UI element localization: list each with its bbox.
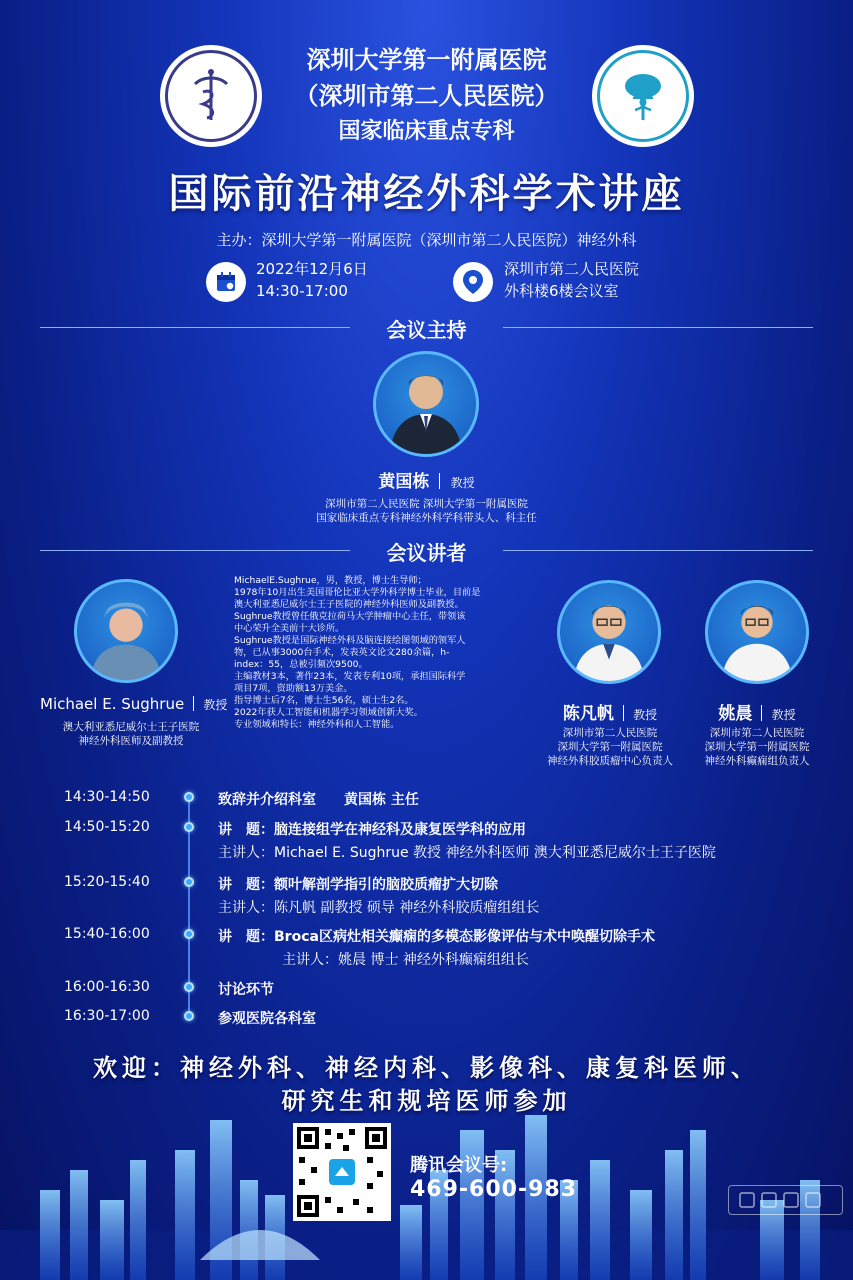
timeline-dot [184, 929, 194, 939]
bio-line: 1978年10月出生美国哥伦比亚大学外科学博士毕业，目前是 [234, 587, 481, 598]
calendar-icon [206, 262, 246, 302]
host-affil-line1: 深圳市第二人民医院 深圳大学第一附属医院 [325, 498, 528, 510]
bio-line: 澳大利亚悉尼威尔士王子医院的神经外科医师及副教授。 [234, 599, 464, 610]
name-divider [761, 705, 762, 721]
schedule-topic: 致辞并介绍科室 黄国栋 主任 [218, 792, 419, 808]
speaker1-bio [234, 575, 506, 731]
speaker1-affil-line2: 神经外科医师及副教授 [78, 735, 184, 747]
schedule-topic: 讲 题：额叶解剖学指引的脑胶质瘤扩大切除 [218, 877, 498, 893]
bio-line: Sughrue教授曾任俄克拉荷马大学肿瘤中心主任，带领该 [234, 611, 466, 622]
schedule-topic: 讲 题：脑连接组学在神经科及康复医学科的应用 [218, 822, 526, 838]
event-date: 2022年12月6日 [256, 260, 368, 278]
schedule-row [64, 819, 150, 835]
event-date-time [256, 258, 368, 302]
host-name: 黄国栋 [378, 472, 430, 492]
bio-line: 指导博士后7名，博士生56名，硕士生2名。 [234, 695, 414, 706]
schedule-row [64, 874, 150, 890]
speaker1-name-row [40, 694, 228, 713]
location-pin-icon [453, 262, 493, 302]
speaker1-affil-line1: 澳大利亚悉尼威尔士王子医院 [62, 721, 200, 733]
speaker2-affil-line1: 深圳市第二人民医院 [562, 727, 658, 739]
schedule-time: 15:40-16:00 [64, 926, 150, 942]
speaker3-name: 姚晨 [718, 704, 753, 724]
speaker2-name-row [530, 699, 690, 724]
schedule-row [64, 926, 150, 942]
host-name-row [0, 467, 853, 492]
welcome-line2: 研究生和规培医师参加 [281, 1086, 572, 1115]
bio-line: Sughrue教授是国际神经外科及脑连接绘图领域的领军人 [234, 635, 466, 646]
meeting-id[interactable]: 469-600-983 [410, 1177, 578, 1202]
bio-line: index：55，总被引频次9500。 [234, 659, 368, 670]
speaker2-avatar [557, 580, 661, 684]
host-affiliation [0, 497, 853, 525]
bio-line: 专业领域和特长：神经外科和人工智能。 [234, 719, 400, 730]
host-avatar [373, 351, 479, 457]
speaker1-avatar [74, 579, 178, 683]
timeline-dot [184, 792, 194, 802]
bio-line: 主编教材3本，著作23本，发表专利10项，承担国际科学 [234, 671, 466, 682]
host-affil-line2: 国家临床重点专科神经外科学科带头人、科主任 [316, 512, 537, 524]
timeline-dot [184, 1011, 194, 1021]
speaker2-affil-line3: 神经外科胶质瘤中心负责人 [547, 755, 673, 767]
speaker2-role: 教授 [633, 708, 658, 722]
bio-line: 物，已从事3000台手术，发表英文论文280余篇，h- [234, 647, 450, 658]
speaker3-affil-line2: 深圳大学第一附属医院 [704, 741, 810, 753]
timeline-dot [184, 877, 194, 887]
speaker3-affil-line1: 深圳市第二人民医院 [709, 727, 805, 739]
host-role: 教授 [450, 476, 475, 490]
event-time: 14:30-17:00 [256, 282, 348, 300]
organizer-text: 主办：深圳大学第一附属医院（深圳市第二人民医院）神经外科 [216, 231, 637, 249]
schedule-row [64, 789, 150, 805]
meeting-label: 腾讯会议号: [410, 1155, 508, 1176]
schedule-speaker: 主讲人：Michael E. Sughrue 教授 神经外科医师 澳大利亚悉尼威尔士王子医院 [218, 845, 716, 861]
venue-line1: 深圳市第二人民医院 [504, 260, 640, 278]
speaker2-affiliation [530, 726, 690, 768]
speaker3-affiliation [682, 726, 832, 768]
speaker2-name: 陈凡帆 [562, 704, 614, 724]
schedule-speaker: 主讲人：陈凡帆 副教授 硕导 神经外科胶质瘤组组长 [218, 900, 540, 916]
speaker1-role: 教授 [203, 698, 228, 712]
name-divider [439, 473, 440, 489]
welcome-line1: 欢迎：神经外科、神经内科、影像科、康复科医师、 [93, 1053, 760, 1082]
specialty-label: 国家临床重点专科 [338, 119, 515, 144]
name-divider [623, 705, 624, 721]
speakers-section-title: 会议讲者 [386, 541, 467, 565]
schedule-row [64, 979, 150, 995]
bio-line: 2022年获人工智能和机器学习领域创新大奖。 [234, 707, 423, 718]
speaker3-name-row [682, 699, 832, 724]
timeline-dot [184, 822, 194, 832]
event-venue [504, 258, 639, 302]
hospital-name: 深圳大学第一附属医院 [306, 46, 547, 74]
bio-line: 中心荣升全美前十大诊所。 [234, 623, 345, 634]
bio-line: MichaelE.Sughrue，男，教授，博士生导师； [234, 575, 427, 586]
speaker3-role: 教授 [771, 708, 796, 722]
schedule-time: 14:30-14:50 [64, 789, 150, 805]
speaker3-affil-line3: 神经外科癫痫组负责人 [704, 755, 810, 767]
schedule-time: 14:50-15:20 [64, 819, 150, 835]
venue-line2: 外科楼6楼会议室 [504, 282, 619, 300]
schedule-row [64, 1008, 150, 1024]
speaker3-avatar [705, 580, 809, 684]
hospital-alias: （深圳市第二人民医院） [294, 82, 559, 110]
bio-line: 项目7项，资助额13万美金。 [234, 683, 353, 694]
timeline-dot [184, 982, 194, 992]
page-title: 国际前沿神经外科学术讲座 [168, 171, 685, 217]
qr-code-image[interactable] [293, 1123, 391, 1221]
schedule-time: 16:30-17:00 [64, 1008, 150, 1024]
speaker2-affil-line2: 深圳大学第一附属医院 [557, 741, 663, 753]
schedule-topic: 讨论环节 [218, 982, 274, 998]
watermark-logo [728, 1185, 843, 1215]
schedule-topic: 讲 题：Broca区病灶相关癫痫的多模态影像评估与术中唤醒切除手术 [218, 929, 655, 945]
name-divider [193, 696, 194, 711]
host-section-title: 会议主持 [386, 318, 467, 342]
schedule-speaker: 主讲人：姚晨 博士 神经外科癫痫组组长 [282, 952, 529, 968]
schedule-time: 15:20-15:40 [64, 874, 150, 890]
speaker1-affiliation [40, 720, 222, 748]
schedule-time: 16:00-16:30 [64, 979, 150, 995]
schedule-topic: 参观医院各科室 [218, 1011, 316, 1027]
speaker1-name: Michael E. Sughrue [40, 695, 185, 713]
